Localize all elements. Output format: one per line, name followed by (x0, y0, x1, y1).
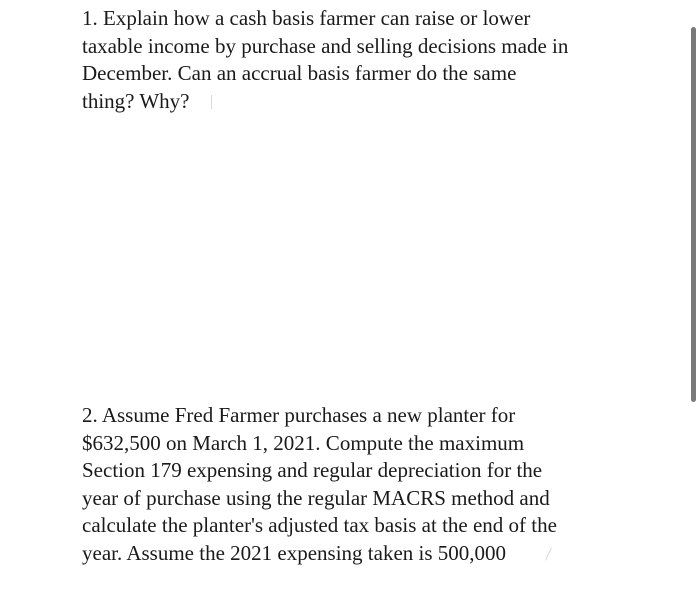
question-2-line: Section 179 expensing and regular depreciation for the (82, 458, 543, 482)
question-1 (82, 5, 642, 115)
question-2-line: year of purchase using the regular MACRS method and (82, 485, 550, 510)
scrollbar-thumb[interactable] (691, 27, 696, 402)
question-2 (82, 402, 642, 567)
question-2-line: year. Assume the 2021 expensing taken is 500,000 (82, 540, 507, 565)
question-1-line: taxable income by purchase and selling decisions made in (82, 33, 569, 58)
question-1-line: December. Can an accrual basis farmer do the same (82, 61, 517, 85)
text-cursor-mark (211, 95, 212, 109)
question-1-line: 1. Explain how a cash basis farmer can raise or lower (82, 6, 531, 30)
question-1-line: thing? Why? (82, 88, 190, 113)
question-2-line: 2. Assume Fred Farmer purchases a new planter for (82, 403, 516, 427)
question-2-line: calculate the planter's adjusted tax basis at the end of the (82, 513, 557, 537)
vertical-scrollbar[interactable] (686, 0, 700, 605)
question-2-line: $632,500 on March 1, 2021. Compute the maximum (82, 430, 525, 455)
